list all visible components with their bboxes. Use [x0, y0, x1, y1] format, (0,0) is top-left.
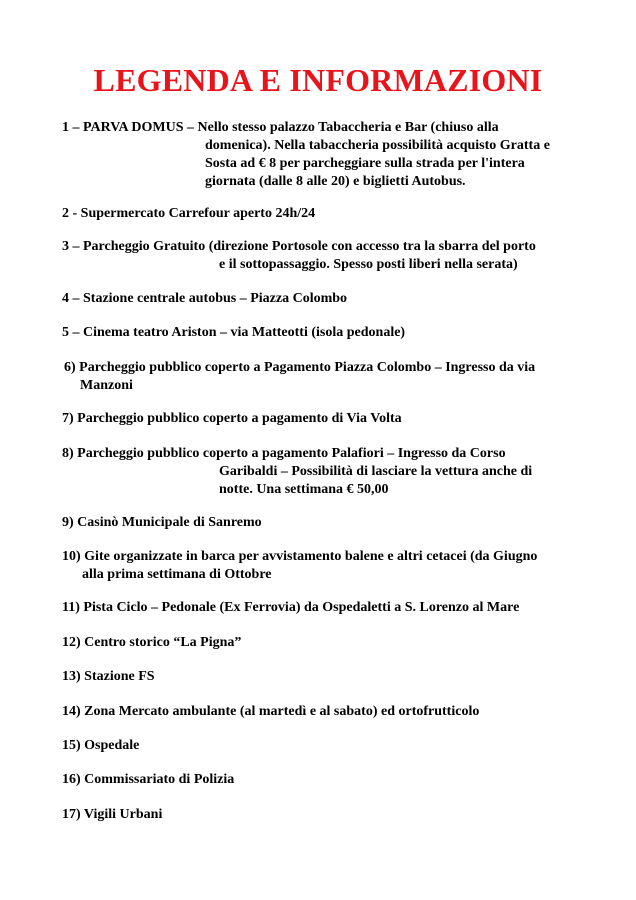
entry-line: 8) Parcheggio pubblico coperto a pagamento Palafiori – Ingresso da Corso: [62, 446, 506, 461]
entry-line: 5 – Cinema teatro Ariston – via Matteotti (isola pedonale): [62, 325, 406, 340]
entry-line: 2 - Supermercato Carrefour aperto 24h/24: [62, 206, 316, 221]
legend-item-10: [62, 548, 582, 584]
legend-item-3: [62, 238, 582, 274]
entry-line: 3 – Parcheggio Gratuito (direzione Portosole con accesso tra la sbarra del porto: [62, 239, 536, 254]
legend-item-12: [62, 634, 582, 652]
entry-line: 15) Ospedale: [62, 738, 140, 753]
entry-line: 14) Zona Mercato ambulante (al martedì e al sabato) ed ortofrutticolo: [62, 704, 480, 719]
entry-line: giornata (dalle 8 alle 20) e biglietti Autobus.: [205, 174, 466, 189]
entry-line: 6) Parcheggio pubblico coperto a Pagamento Piazza Colombo – Ingresso da via: [64, 360, 536, 375]
entry-line: Sosta ad € 8 per parcheggiare sulla strada per l'intera: [205, 156, 525, 171]
legend-item-15: [62, 737, 582, 755]
legend-item-16: [62, 771, 582, 789]
entry-line: Garibaldi – Possibilità di lasciare la vettura anche di: [219, 464, 533, 479]
page-title: LEGENDA E INFORMAZIONI: [93, 62, 543, 98]
entry-line: notte. Una settimana € 50,00: [219, 482, 389, 497]
legend-item-17: [62, 806, 582, 824]
legend-item-5: [62, 324, 582, 342]
legend-item-2: [62, 205, 582, 223]
legend-item-14: [62, 703, 582, 721]
legend-item-7: [62, 410, 582, 428]
entry-line: 17) Vigili Urbani: [62, 807, 163, 822]
legend-item-9: [62, 514, 582, 532]
legend-item-1: [62, 119, 582, 191]
legend-item-11: [62, 599, 582, 617]
entry-line: e il sottopassaggio. Spesso posti liberi nella serata): [219, 257, 518, 272]
entry-line: 13) Stazione FS: [62, 669, 155, 684]
legend-item-6: [64, 359, 584, 395]
entry-line: 9) Casinò Municipale di Sanremo: [62, 515, 262, 530]
entry-line: 11) Pista Ciclo – Pedonale (Ex Ferrovia) da Ospedaletti a S. Lorenzo al Mare: [62, 600, 520, 615]
legend-item-13: [62, 668, 582, 686]
entry-line: alla prima settimana di Ottobre: [82, 567, 272, 582]
entry-line: 16) Commissariato di Polizia: [62, 772, 235, 787]
entry-line: 7) Parcheggio pubblico coperto a pagamento di Via Volta: [62, 411, 402, 426]
legend-item-8: [62, 445, 582, 499]
entry-line: Manzoni: [80, 378, 133, 393]
entry-line: 1 – PARVA DOMUS – Nello stesso palazzo Tabaccheria e Bar (chiuso alla: [62, 120, 499, 135]
entry-line: domenica). Nella tabaccheria possibilità acquisto Gratta e: [205, 138, 550, 153]
legend-item-4: [62, 290, 582, 308]
entry-line: 10) Gite organizzate in barca per avvistamento balene e altri cetacei (da Giugno: [62, 549, 538, 564]
entry-line: 12) Centro storico “La Pigna”: [62, 635, 242, 650]
entry-line: 4 – Stazione centrale autobus – Piazza Colombo: [62, 291, 348, 306]
